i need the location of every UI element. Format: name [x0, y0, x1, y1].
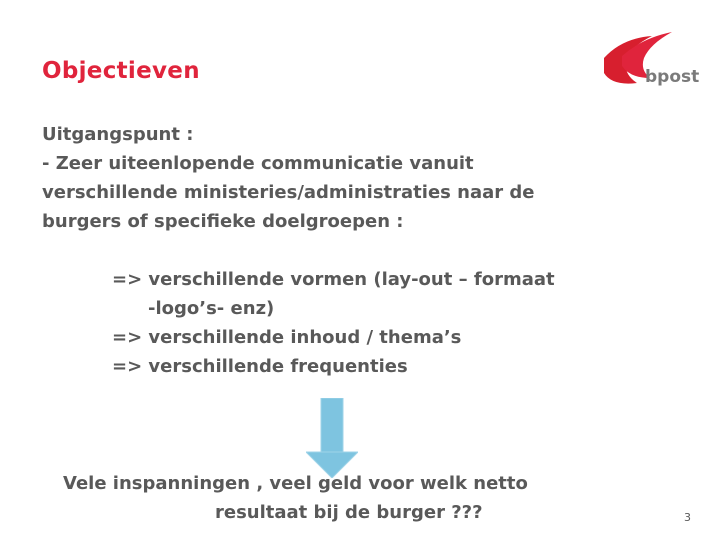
- slide-title: Objectieven: [42, 58, 200, 84]
- bullet-line: -logo’s- enz): [148, 298, 275, 319]
- body-line: Uitgangspunt :: [42, 124, 194, 145]
- bullet-line: => verschillende inhoud / thema’s: [112, 327, 462, 348]
- down-arrow-icon: [306, 398, 358, 478]
- page-number: 3: [684, 511, 691, 524]
- body-line: verschillende ministeries/administraties naar de: [42, 182, 535, 203]
- conclusion-line: resultaat bij de burger ???: [215, 502, 483, 523]
- bullet-line: => verschillende frequenties: [112, 356, 408, 377]
- body-line: burgers of specifieke doelgroepen :: [42, 211, 404, 232]
- bullet-line: => verschillende vormen (lay-out – formaat: [112, 269, 555, 290]
- body-line: - Zeer uiteenlopende communicatie vanuit: [42, 153, 474, 174]
- bpost-logo-icon: [592, 28, 702, 98]
- conclusion-text: [63, 469, 528, 527]
- spacer: [42, 236, 555, 265]
- body-text: [42, 120, 555, 381]
- conclusion-line: Vele inspanningen , veel geld voor welk netto: [63, 473, 528, 494]
- brand-name: bpost: [645, 67, 700, 87]
